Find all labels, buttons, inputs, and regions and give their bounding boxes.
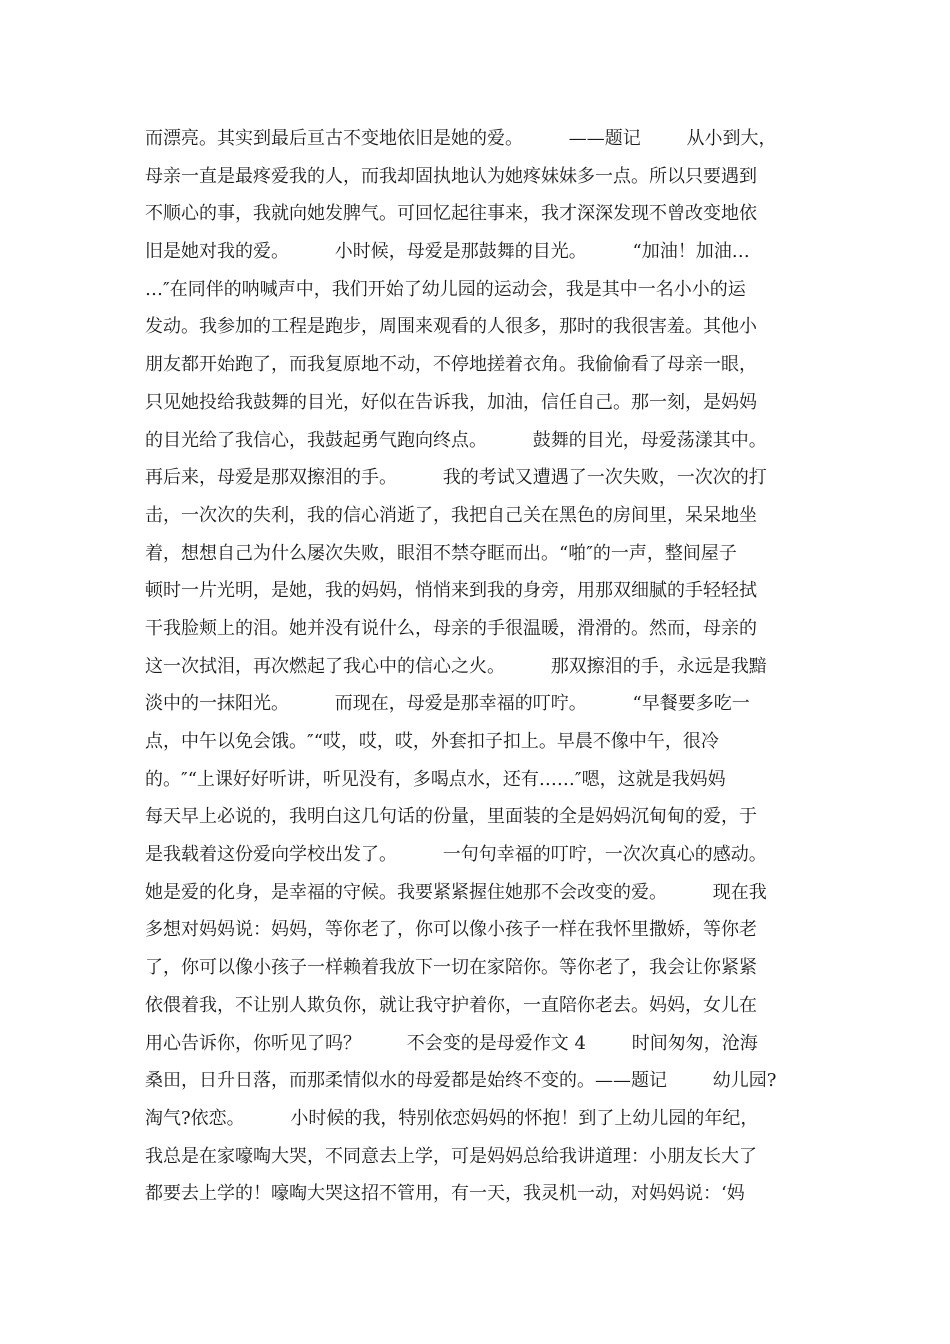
text-line: 我总是在家嚎啕大哭，不同意去上学，可是妈妈总给我讲道理：小朋友长大了	[145, 1145, 757, 1167]
text-line: 她是爱的化身，是幸福的守候。我要紧紧握住她那不会改变的爱。 现在我	[145, 881, 767, 903]
text-line: 是我载着这份爱向学校出发了。 一句句幸福的叮咛，一次次真心的感动。	[145, 844, 767, 866]
text-line: 的。″“上课好好听讲，听见没有，多喝点水，还有……″嗯，这就是我妈妈	[145, 768, 726, 790]
text-line: 不顺心的事，我就向她发脾气。可回忆起往事来，我才深深发现不曾改变地依	[145, 203, 757, 225]
text-line: 依偎着我，不让别人欺负你，就让我守护着你，一直陪你老去。妈妈，女儿在	[145, 994, 757, 1016]
text-line: 着，想想自己为什么屡次失败，眼泪不禁夺眶而出。“啪″的一声，整间屋子	[145, 542, 737, 564]
text-line: 发动。我参加的工程是跑步，周围来观看的人很多，那时的我很害羞。其他小	[145, 316, 757, 338]
text-line: 都要去上学的！嚎啕大哭这招不管用，有一天，我灵机一动，对妈妈说：‘妈	[145, 1183, 745, 1205]
text-line: 点，中午以免会饿。″“哎，哎，哎，外套扣子扣上。早晨不像中午，很冷	[145, 731, 719, 752]
text-line: 只见她投给我鼓舞的目光，好似在告诉我，加油，信任自己。那一刻，是妈妈	[145, 391, 757, 413]
text-line: 干我脸颊上的泪。她并没有说什么，母亲的手很温暖，滑滑的。然而，母亲的	[145, 617, 757, 639]
text-line: 旧是她对我的爱。 小时候，母爱是那鼓舞的目光。 “加油！加油…	[145, 241, 750, 263]
text-line: 朋友都开始跑了，而我复原地不动，不停地搓着衣角。我偷偷看了母亲一眼，	[145, 354, 757, 376]
text-line: 用心告诉你，你听见了吗？ 不会变的是母爱作文 4 时间匆匆，沧海	[145, 1032, 758, 1054]
text-line: 这一次拭泪，再次燃起了我心中的信心之火。 那双擦泪的手，永远是我黯	[145, 655, 767, 677]
text-line: 的目光给了我信心，我鼓起勇气跑向终点。 鼓舞的目光，母爱荡漾其中。	[145, 429, 767, 451]
text-line: …″在同伴的呐喊声中，我们开始了幼儿园的运动会，我是其中一名小小的运	[145, 278, 746, 300]
text-line: 再后来，母爱是那双擦泪的手。 我的考试又遭遇了一次失败，一次次的打	[145, 467, 767, 489]
text-line: 击，一次次的失利，我的信心消逝了，我把自己关在黑色的房间里，呆呆地坐	[145, 504, 757, 526]
text-line: 每天早上必说的，我明白这几句话的份量，里面装的全是妈妈沉甸甸的爱，于	[145, 806, 757, 828]
document-page	[145, 120, 835, 1213]
text-line: 桑田，日升日落，而那柔情似水的母爱都是始终不变的。——题记 幼儿园?	[145, 1070, 777, 1092]
text-line: 淘气?依恋。 小时候的我，特别依恋妈妈的怀抱！到了上幼儿园的年纪，	[145, 1107, 759, 1129]
text-line: 多想对妈妈说：妈妈，等你老了，你可以像小孩子一样在我怀里撒娇，等你老	[145, 919, 757, 941]
text-line: 淡中的一抹阳光。 而现在，母爱是那幸福的叮咛。 “早餐要多吃一	[145, 693, 750, 715]
text-line: 而漂亮。其实到最后亘古不变地依旧是她的爱。 ——题记 从小到大，	[145, 128, 777, 149]
text-line: 了，你可以像小孩子一样赖着我放下一切在家陪你。等你老了，我会让你紧紧	[145, 957, 757, 979]
text-line: 母亲一直是最疼爱我的人，而我却固执地认为她疼妹妹多一点。所以只要遇到	[145, 165, 757, 187]
text-line: 顿时一片光明，是她，我的妈妈，悄悄来到我的身旁，用那双细腻的手轻轻拭	[145, 580, 757, 602]
